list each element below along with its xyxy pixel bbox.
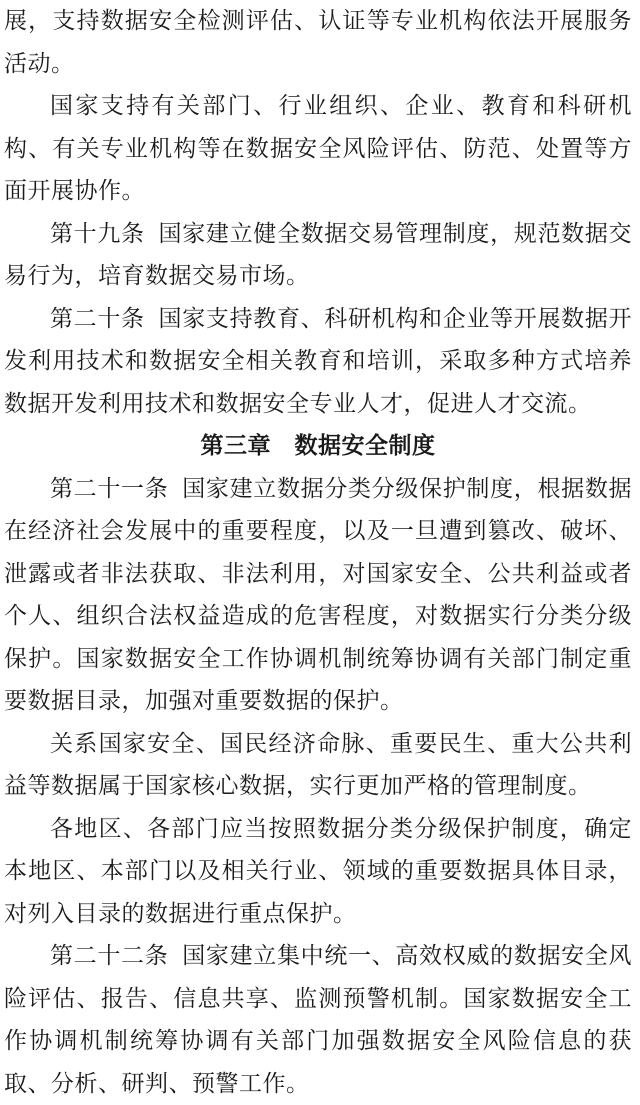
paragraph-text: 关系国家安全、国民经济命脉、重要民生、重大公共利益等数据属于国家核心数据，实行更加严格的管理制度。 [4, 730, 632, 799]
article-number: 第十九条 [50, 220, 145, 247]
article-text: 国家建立健全数据交易管理制度，规范数据交易行为，培育数据交易市场。 [4, 220, 633, 289]
article-number: 第二十条 [50, 305, 145, 332]
article-number: 第二十一条 [50, 475, 169, 502]
paragraph-text: 国家支持有关部门、行业组织、企业、教育和科研机构、有关专业机构等在数据安全风险评估、防范、处置等方面开展协作。 [4, 93, 632, 204]
paragraph-text: 各地区、各部门应当按照数据分类分级保护制度，确定本地区、本部门以及相关行业、领域的重要数据具体目录，对列入目录的数据进行重点保护。 [4, 815, 632, 927]
article-22 [4, 935, 632, 1105]
paragraph-continuation [4, 0, 632, 85]
article-20 [4, 298, 632, 426]
paragraph [4, 723, 632, 808]
article-21 [4, 468, 632, 723]
article-text: 国家建立集中统一、高效权威的数据安全风险评估、报告、信息共享、监测预警机制。国家数据安全工作协调机制统筹协调有关部门加强数据安全风险信息的获取、分析、研判、预警工作。 [4, 943, 633, 1097]
document-page [4, 0, 632, 1105]
chapter-heading: 第三章 数据安全制度 [200, 433, 436, 459]
paragraph-text: 展，支持数据安全检测评估、认证等专业机构依法开展服务活动。 [4, 8, 632, 77]
article-text: 国家建立数据分类分级保护制度，根据数据在经济社会发展中的重要程度，以及一旦遭到篡改、破坏、泄露或者非法获取、非法利用，对国家安全、公共利益或者个人、组织合法权益造成的危害程度，对数据实行分类分级保护。国家数据安全工作协调机制统筹协调有关部门制定重要数据目录，加强对重要数据的保护。 [4, 475, 633, 714]
article-number: 第二十二条 [50, 943, 169, 969]
paragraph [4, 808, 632, 936]
article-text: 国家支持教育、科研机构和企业等开展数据开发利用技术和数据安全相关教育和培训，采取多种方式培养数据开发利用技术和数据安全专业人才，促进人才交流。 [4, 305, 633, 417]
article-19 [4, 213, 632, 298]
paragraph [4, 85, 632, 213]
